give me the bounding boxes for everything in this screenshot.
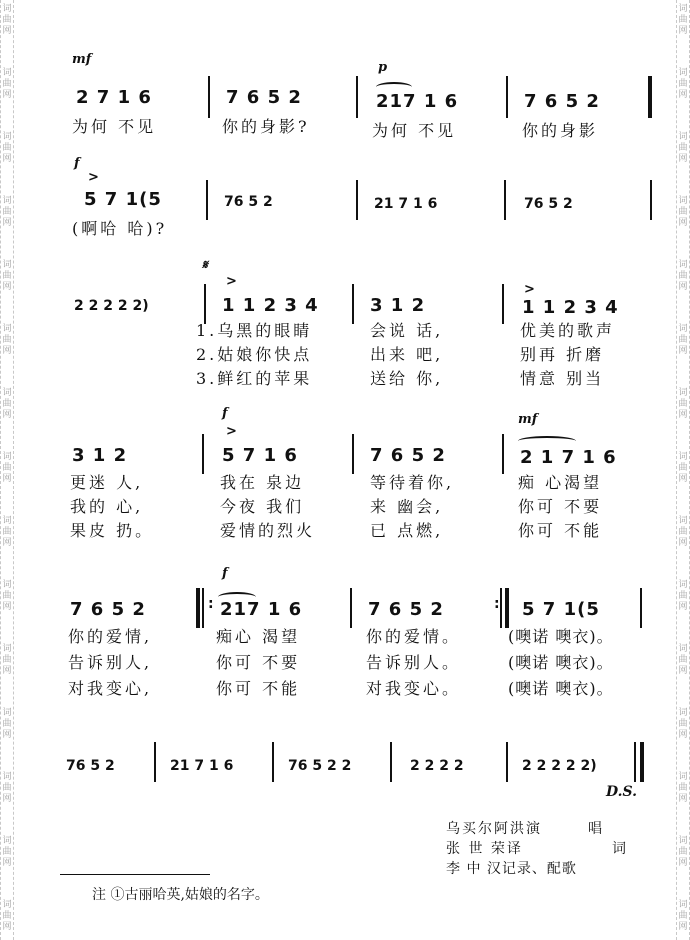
- bar-line: [506, 742, 508, 782]
- watermark-text: 词 曲 网: [2, 68, 12, 100]
- lyric-line: 你的身影?: [222, 117, 310, 136]
- dynamic-mark: mf: [518, 412, 538, 427]
- bar-line: [202, 588, 204, 628]
- watermark-text: 词 曲 网: [2, 580, 12, 612]
- watermark-text: 词 曲 网: [2, 4, 12, 36]
- watermark-text: 词 曲 网: [2, 452, 12, 484]
- lyric-line: (噢诺 噢衣)。: [508, 653, 614, 672]
- watermark-text: 词 曲 网: [678, 132, 688, 164]
- note-group: 5 7 1(5: [522, 599, 600, 620]
- dynamic-mark: f: [222, 566, 228, 581]
- dynamic-mark: f: [222, 406, 228, 421]
- note-group: 2 2 2 2 2): [522, 758, 597, 774]
- bar-line: [352, 284, 354, 324]
- footnote: 注 ①古丽哈英,姑娘的名字。: [92, 887, 269, 903]
- credit-role: 词: [612, 841, 628, 857]
- lyric-line: 送给 你,: [370, 369, 444, 388]
- note-group: 21 7 1 6: [170, 758, 234, 774]
- ds-mark: D.S.: [606, 784, 638, 800]
- lyric-line: 优美的歌声: [520, 321, 616, 340]
- note-group: 1 1 2 3 4: [522, 297, 619, 318]
- note-group: 76 5 2: [224, 194, 273, 210]
- lyric-line: 你的爱情,: [68, 627, 153, 646]
- bar-line: [352, 434, 354, 474]
- lyric-line: 情意 别当: [520, 369, 605, 388]
- lyric-line: 你可 不能: [216, 679, 301, 698]
- lyric-line: 你可 不能: [518, 521, 603, 540]
- note-group: 2 2 2 2: [410, 758, 464, 774]
- lyric-line: 2.姑娘你快点: [196, 345, 313, 364]
- note-group: 76 5 2: [524, 196, 573, 212]
- watermark-text: 词 曲 网: [678, 708, 688, 740]
- bar-line: [634, 742, 636, 782]
- watermark-text: 词 曲 网: [2, 196, 12, 228]
- watermark-text: 词 曲 网: [678, 260, 688, 292]
- credit-name: 乌买尔阿洪演: [446, 821, 542, 837]
- lyric-line: 痴心 渴望: [216, 627, 301, 646]
- lyric-line: 你可 不要: [216, 653, 301, 672]
- watermark-text: 词 曲 网: [2, 708, 12, 740]
- lyric-line: 你的爱情。: [366, 627, 462, 646]
- lyric-line: 别再 折磨: [520, 345, 605, 364]
- note-group: 21 7 1 6: [374, 196, 438, 212]
- credit-name: 李 中 汉记录、配歌: [446, 861, 577, 877]
- note-group: 3 1 2: [72, 445, 128, 466]
- bar-line: [272, 742, 274, 782]
- segno-mark: 𝄋: [202, 258, 208, 273]
- lyric-line: 我在 泉边: [220, 473, 305, 492]
- watermark-text: 词 曲 网: [2, 644, 12, 676]
- note-group: 2 7 1 6: [76, 87, 152, 108]
- bar-line: [650, 180, 652, 220]
- lyric-line: 会说 话,: [370, 321, 444, 340]
- watermark-text: 词 曲 网: [678, 324, 688, 356]
- lyric-line: 今夜 我们: [220, 497, 305, 516]
- dynamic-mark: p: [378, 60, 388, 75]
- watermark-text: 词 曲 网: [678, 4, 688, 36]
- bar-line: [506, 76, 508, 118]
- lyric-line: 1.乌黑的眼睛: [196, 321, 313, 340]
- lyric-line: 来 幽会,: [370, 497, 444, 516]
- lyric-line: 你的身影: [522, 121, 599, 140]
- accent-mark: >: [88, 170, 99, 185]
- footnote-rule: [60, 874, 210, 875]
- bar-line: [154, 742, 156, 782]
- note-group: 7 6 5 2: [70, 599, 146, 620]
- lyric-line: (啊哈 哈)?: [72, 219, 168, 238]
- lyric-line: 更迷 人,: [70, 473, 144, 492]
- watermark-text: 词 曲 网: [678, 580, 688, 612]
- watermark-right: [676, 0, 690, 940]
- watermark-text: 词 曲 网: [2, 260, 12, 292]
- watermark-text: 词 曲 网: [678, 516, 688, 548]
- credit-name: 张 世 荣译: [446, 841, 523, 857]
- lyric-line: 告诉别人,: [68, 653, 153, 672]
- bar-line: [350, 588, 352, 628]
- accent-mark: >: [226, 274, 237, 289]
- note-group: 2 2 2 2 2): [74, 298, 149, 314]
- lyric-line: 你可 不要: [518, 497, 603, 516]
- watermark-text: 词 曲 网: [678, 68, 688, 100]
- repeat-end-bar: [505, 588, 509, 628]
- note-group: 5 7 1(5: [84, 189, 162, 210]
- watermark-left: [0, 0, 14, 940]
- watermark-text: 词 曲 网: [678, 452, 688, 484]
- bar-line: [356, 76, 358, 118]
- watermark-text: 词 曲 网: [678, 900, 688, 932]
- bar-line: [648, 76, 652, 118]
- lyric-line: 果皮 扔。: [70, 521, 155, 540]
- lyric-line: 出来 吧,: [370, 345, 444, 364]
- repeat-start-bar: [196, 588, 200, 628]
- final-bar: [640, 742, 644, 782]
- bar-line: [502, 434, 504, 474]
- slur: [518, 436, 576, 446]
- lyric-line: 对我变心,: [68, 679, 153, 698]
- accent-mark: >: [226, 424, 237, 439]
- watermark-text: 词 曲 网: [2, 516, 12, 548]
- repeat-dots: :: [208, 596, 214, 612]
- watermark-text: 词 曲 网: [2, 324, 12, 356]
- lyric-line: 痴 心渴望: [518, 473, 603, 492]
- lyric-line: 我的 心,: [70, 497, 144, 516]
- bar-line: [500, 588, 502, 628]
- repeat-dots: :: [494, 596, 500, 612]
- lyric-line: 为何 不见: [72, 117, 157, 136]
- accent-mark: >: [524, 282, 535, 297]
- bar-line: [356, 180, 358, 220]
- lyric-line: 已 点燃,: [370, 521, 444, 540]
- note-group: 5 7 1 6: [222, 445, 298, 466]
- lyric-line: (噢诺 噢衣)。: [508, 679, 614, 698]
- lyric-line: 为何 不见: [372, 121, 457, 140]
- note-group: 76 5 2 2: [288, 758, 352, 774]
- lyric-line: 等待着你,: [370, 473, 455, 492]
- bar-line: [502, 284, 504, 324]
- bar-line: [640, 588, 642, 628]
- note-group: 7 6 5 2: [368, 599, 444, 620]
- watermark-text: 词 曲 网: [2, 388, 12, 420]
- bar-line: [202, 434, 204, 474]
- watermark-text: 词 曲 网: [2, 900, 12, 932]
- lyric-line: 对我变心。: [366, 679, 462, 698]
- watermark-text: 词 曲 网: [678, 772, 688, 804]
- credit-role: 唱: [588, 821, 604, 837]
- bar-line: [206, 180, 208, 220]
- note-group: 3 1 2: [370, 295, 426, 316]
- lyric-line: (噢诺 噢衣)。: [508, 627, 614, 646]
- bar-line: [204, 284, 206, 324]
- lyric-line: 告诉别人。: [366, 653, 462, 672]
- note-group: 217 1 6: [376, 91, 459, 112]
- bar-line: [208, 76, 210, 118]
- watermark-text: 词 曲 网: [678, 644, 688, 676]
- note-group: 1 1 2 3 4: [222, 295, 319, 316]
- watermark-text: 词 曲 网: [678, 836, 688, 868]
- note-group: 217 1 6: [220, 599, 303, 620]
- lyric-line: 爱情的烈火: [220, 521, 316, 540]
- dynamic-mark: f: [74, 156, 80, 171]
- bar-line: [390, 742, 392, 782]
- note-group: 2 1 7 1 6: [520, 447, 617, 468]
- note-group: 76 5 2: [66, 758, 115, 774]
- watermark-text: 词 曲 网: [678, 388, 688, 420]
- watermark-text: 词 曲 网: [678, 196, 688, 228]
- note-group: 7 6 5 2: [226, 87, 302, 108]
- note-group: 7 6 5 2: [524, 91, 600, 112]
- watermark-text: 词 曲 网: [2, 772, 12, 804]
- lyric-line: 3.鲜红的苹果: [196, 369, 313, 388]
- note-group: 7 6 5 2: [370, 445, 446, 466]
- watermark-text: 词 曲 网: [2, 132, 12, 164]
- watermark-text: 词 曲 网: [2, 836, 12, 868]
- bar-line: [504, 180, 506, 220]
- dynamic-mark: mf: [72, 52, 92, 67]
